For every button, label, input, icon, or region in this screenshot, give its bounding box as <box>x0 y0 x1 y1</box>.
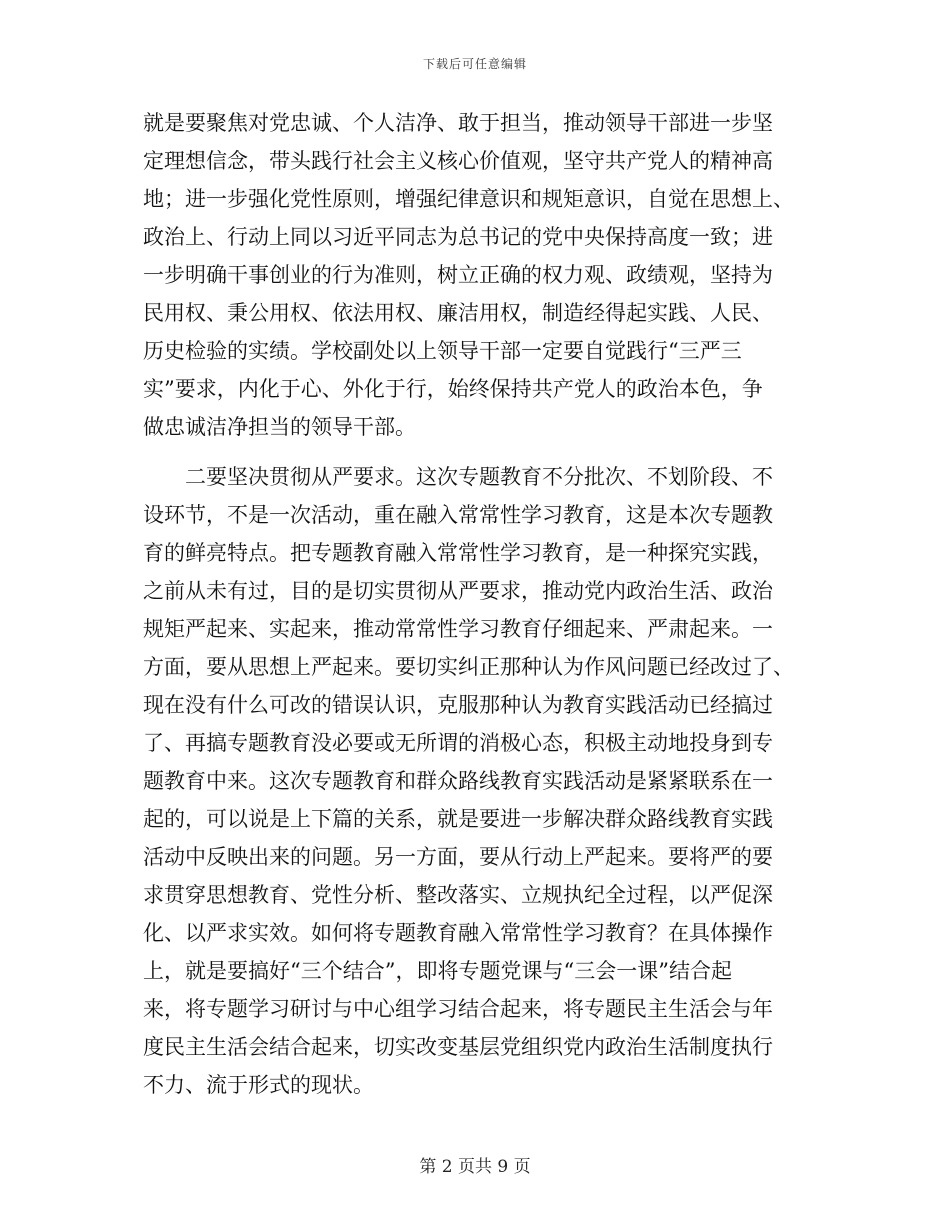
text-line: 了、再搞专题教育没必要或无所谓的消极心态，积极主动地投身到专 <box>143 731 773 755</box>
text-line: 化、以严求实效。如何将专题教育融入常常性学习教育？在具体操作 <box>143 921 773 945</box>
document-body <box>143 104 815 1104</box>
text-line: 育的鲜亮特点。把专题教育融入常常性学习教育，是一种探究实践， <box>143 541 773 565</box>
text-line: 之前从未有过，目的是切实贯彻从严要求，推动党内政治生活、政治 <box>143 579 773 603</box>
page-number-footer: 第 2 页共 9 页 <box>419 1157 531 1177</box>
text-line: 民用权、秉公用权、依法用权、廉洁用权，制造经得起实践、人民、 <box>143 301 773 325</box>
text-line: 求贯穿思想教育、党性分析、整改落实、立规执纪全过程，以严促深 <box>143 883 773 907</box>
text-line: 政治上、行动上同以习近平同志为总书记的党中央保持高度一致；进 <box>143 225 773 249</box>
text-line: 规矩严起来、实起来，推动常常性学习教育仔细起来、严肃起来。一 <box>143 617 773 641</box>
text-line: 起的，可以说是上下篇的关系，就是要进一步解决群众路线教育实践 <box>143 807 773 831</box>
paragraph-1 <box>143 104 815 446</box>
text-line: 活动中反映出来的问题。另一方面，要从行动上严起来。要将严的要 <box>143 845 773 869</box>
text-line: 做忠诚洁净担当的领导干部。 <box>143 415 416 439</box>
text-line: 地；进一步强化党性原则，增强纪律意识和规矩意识，自觉在思想上、 <box>143 187 794 211</box>
page-header: 下载后可任意编辑 <box>422 57 527 71</box>
text-line: 方面，要从思想上严起来。要切实纠正那种认为作风问题已经改过了、 <box>143 655 794 679</box>
text-line: 实”要求，内化于心、外化于行，始终保持共产党人的政治本色，争 <box>143 377 763 401</box>
text-line: 现在没有什么可改的错误认识，克服那种认为教育实践活动已经搞过 <box>143 693 773 717</box>
text-line: 就是要聚焦对党忠诚、个人洁净、敢于担当，推动领导干部进一步坚 <box>143 111 773 135</box>
text-line: 题教育中来。这次专题教育和群众路线教育实践活动是紧紧联系在一 <box>143 769 773 793</box>
text-line: 不力、流于形式的现状。 <box>143 1073 374 1097</box>
text-line: 定理想信念，带头践行社会主义核心价值观，坚守共产党人的精神高 <box>143 149 773 173</box>
paragraph-2 <box>143 458 815 1104</box>
text-line: 一步明确干事创业的行为准则，树立正确的权力观、政绩观，坚持为 <box>143 263 773 287</box>
text-line: 度民主生活会结合起来，切实改变基层党组织党内政治生活制度执行 <box>143 1035 773 1059</box>
text-line-indented: 二要坚决贯彻从严要求。这次专题教育不分批次、不划阶段、不 <box>185 465 773 489</box>
text-line: 设环节，不是一次活动，重在融入常常性学习教育，这是本次专题教 <box>143 503 773 527</box>
paragraph-spacer <box>143 446 815 458</box>
text-line: 上，就是要搞好“三个结合”，即将专题党课与“三会一课”结合起 <box>143 959 732 983</box>
text-line: 历史检验的实绩。学校副处以上领导干部一定要自觉践行“三严三 <box>143 339 742 363</box>
text-line: 来，将专题学习研讨与中心组学习结合起来，将专题民主生活会与年 <box>143 997 773 1021</box>
